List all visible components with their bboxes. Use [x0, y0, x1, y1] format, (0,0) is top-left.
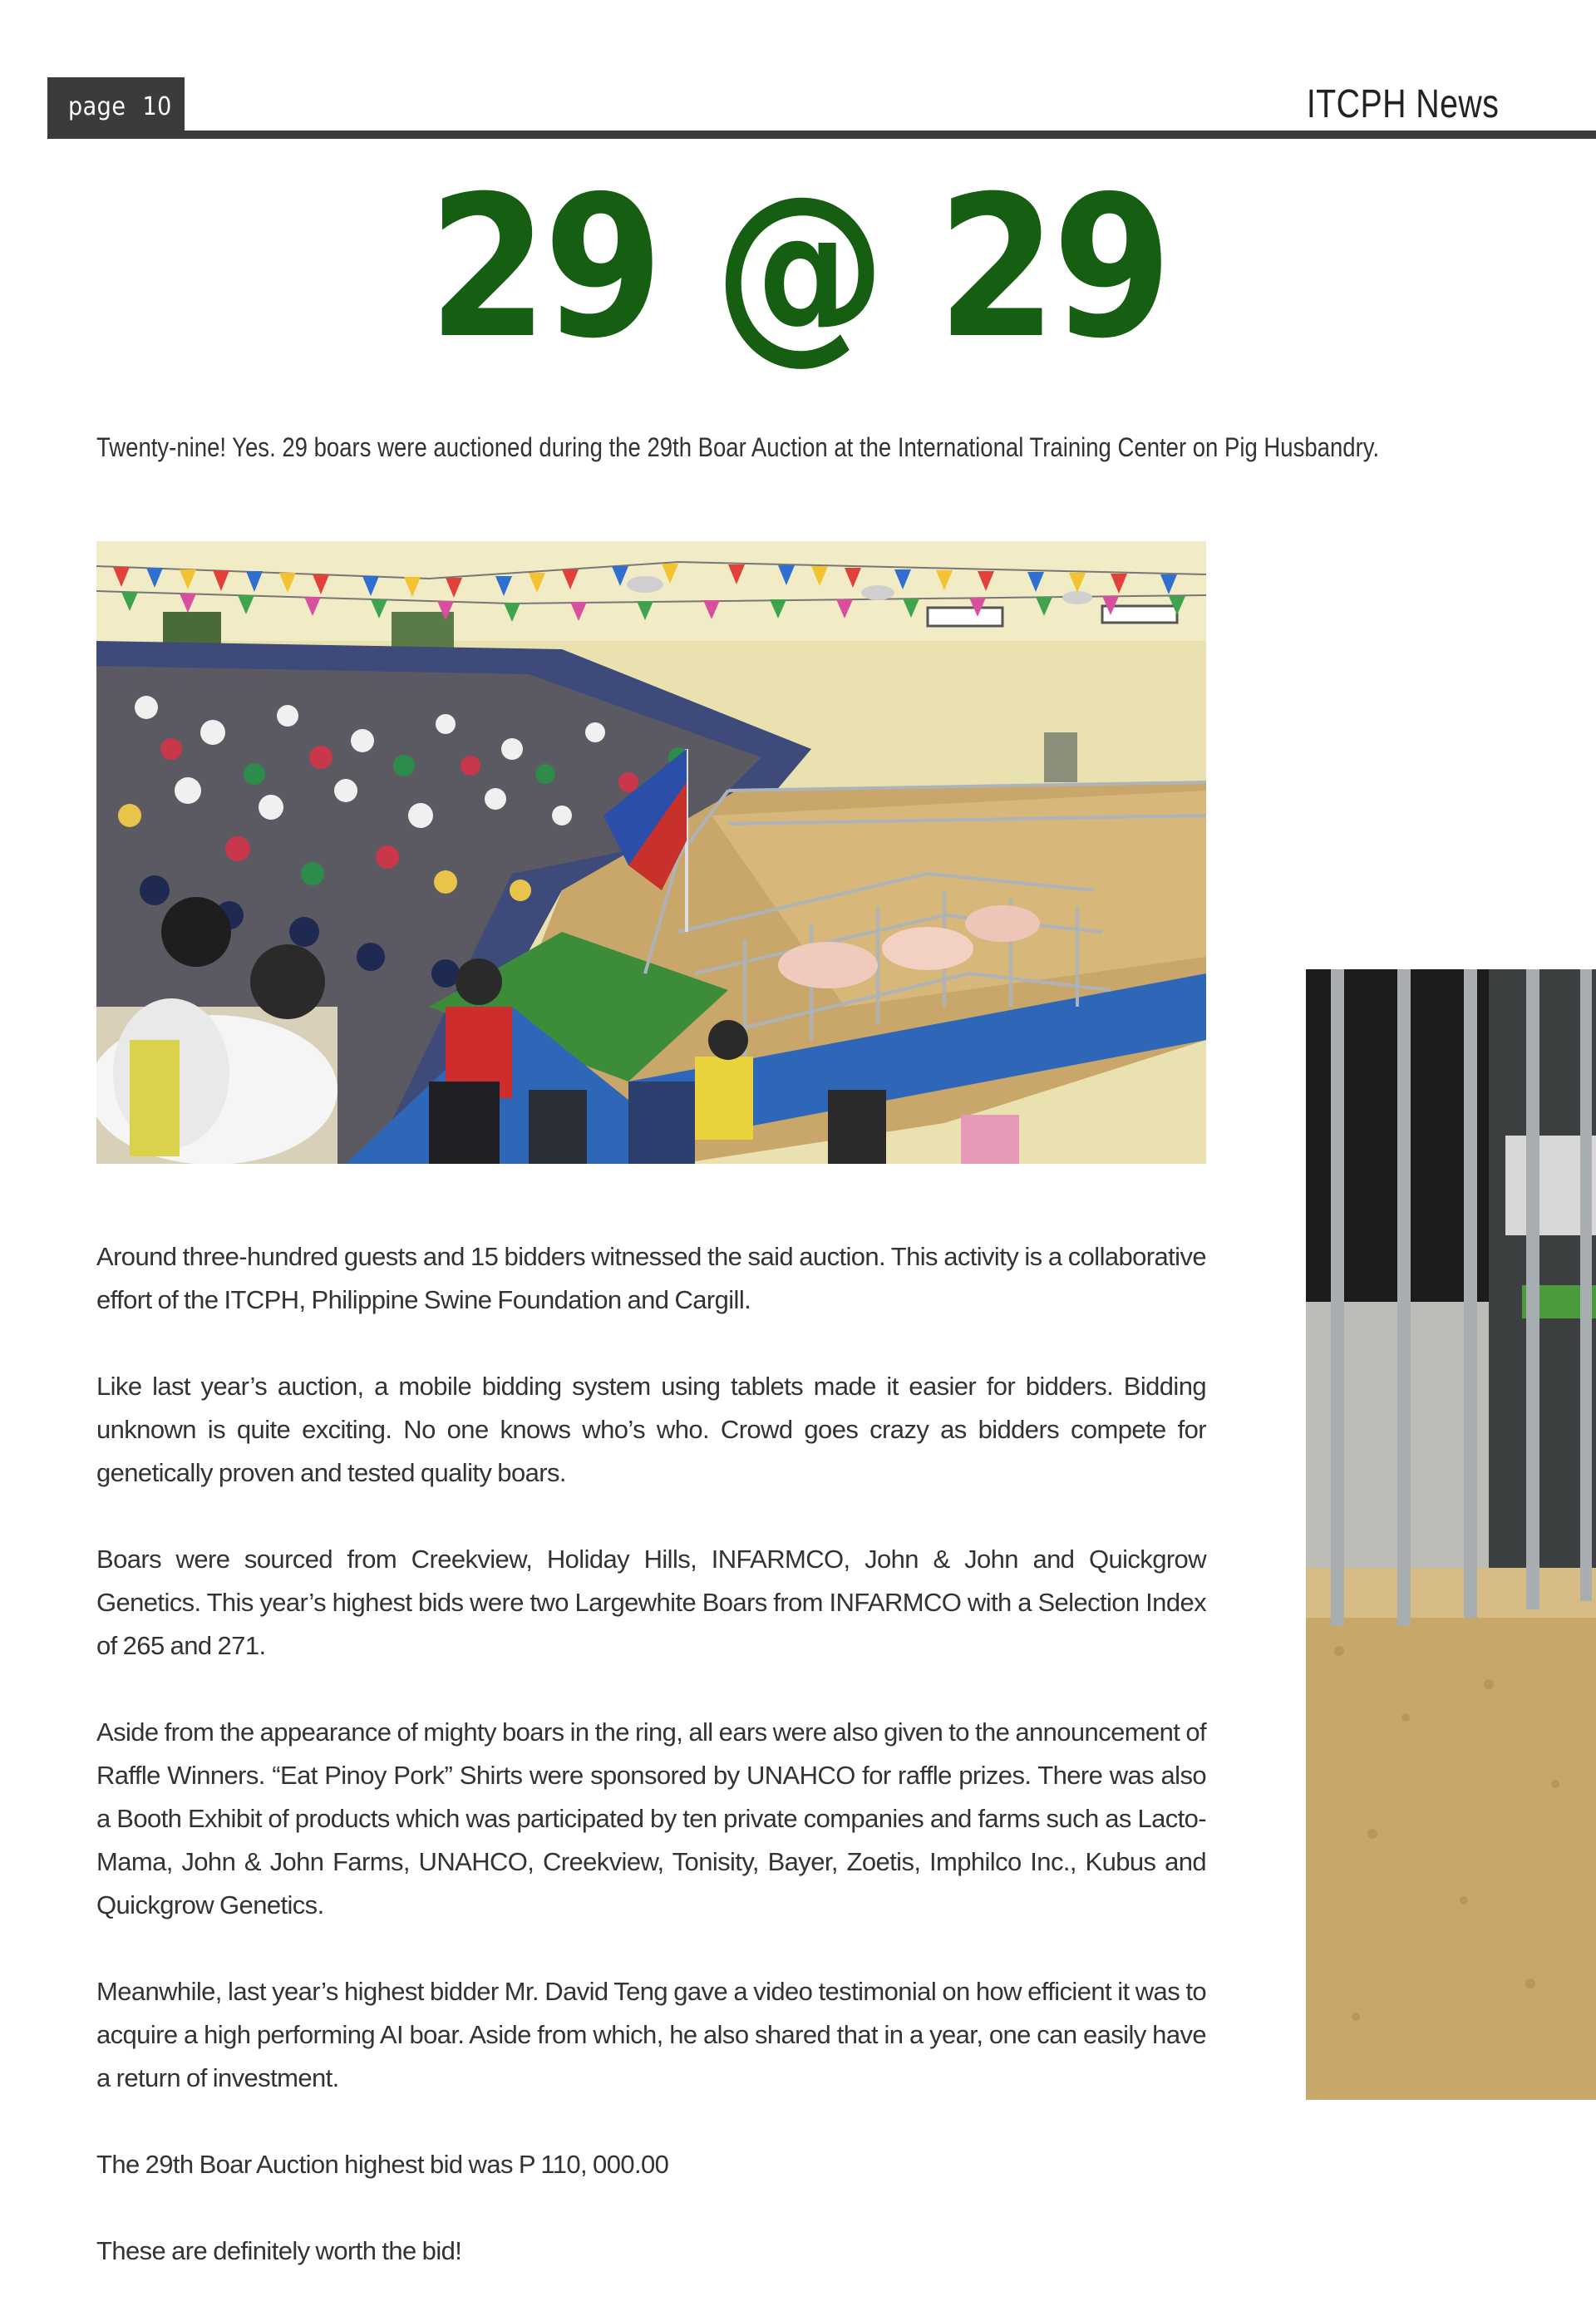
- paragraph-testimonial: Meanwhile, last year’s highest bidder Mr. David Teng gave a video testimonial on how efficient it was to acquire a high performing AI boar. Aside from which, he also shared that in a year, one can easily have a return of investment.: [96, 1977, 1206, 2092]
- paragraph-raffle: Aside from the appearance of mighty boars in the ring, all ears were also given to the announcement of Raffle Winners. “Eat Pinoy Pork” Shirts were sponsored by UNAHCO for raffle prizes. There was also a Booth Exhibit of products which was participated by ten private companies and farms such as Lacto-Mama, John & John Farms, UNAHCO, Creekview, Tonisity, Bayer, Zoetis, Imphilco Inc., Kubus and Quickgrow Genetics.: [96, 1717, 1206, 1919]
- lead-paragraph: Twenty-nine! Yes. 29 boars were auctioned during the 29th Boar Auction at the International Training Center on Pig Husbandry.: [96, 432, 1380, 462]
- page-number-tab: [47, 77, 185, 136]
- page-label: page: [68, 91, 126, 121]
- auction-photo: [96, 541, 1206, 1164]
- article-body: [96, 1235, 1206, 2316]
- headline: 29 @ 29: [428, 155, 1168, 382]
- paragraph-bidding: Like last year’s auction, a mobile bidding system using tablets made it easier for bidders. Bidding unknown is quite exciting. No one knows who’s who. Crowd goes crazy as bidders compete for genetically proven and tested quality boars.: [96, 1372, 1206, 1487]
- header-rule: [47, 131, 1596, 139]
- paragraph-closing: These are definitely worth the bid!: [96, 2236, 462, 2265]
- paragraph-guests: Around three-hundred guests and 15 bidders witnessed the said auction. This activity is a collaborative effort of the ITCPH, Philippine Swine Foundation and Cargill.: [96, 1242, 1206, 1314]
- paragraph-highest-bid: The 29th Boar Auction highest bid was P 110, 000.00: [96, 2150, 669, 2179]
- page-number: 10: [142, 91, 172, 121]
- publication-name: ITCPH News: [1306, 82, 1499, 126]
- paragraph-sources: Boars were sourced from Creekview, Holiday Hills, INFARMCO, John & John and Quickgrow Genetics. This year’s highest bids were two Largewhite Boars from INFARMCO with a Selection Index of 265 and 271.: [96, 1545, 1206, 1660]
- side-photo-pen: [1306, 969, 1596, 2100]
